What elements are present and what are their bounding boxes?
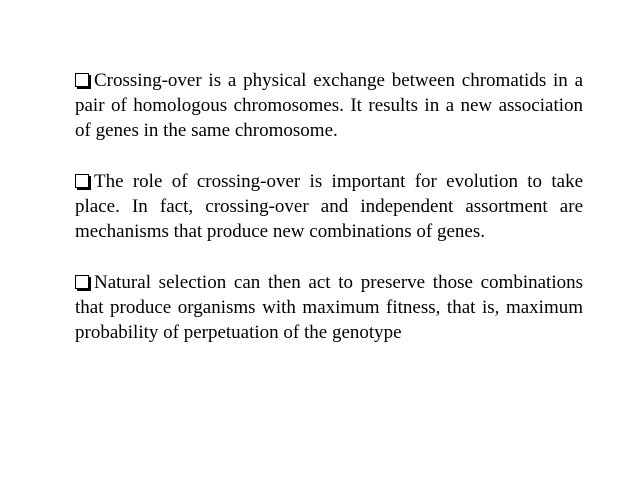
- bullet-text: Natural selection can then act to preserve those combinations that produce organisms with maximum fitness, that is, maximum probability of perpetuation of the genotype: [75, 272, 583, 343]
- bullet-paragraph-crossing-over: [75, 68, 583, 143]
- hollow-square-bullet-icon: [75, 73, 89, 87]
- bullet-text: The role of crossing-over is important for evolution to take place. In fact, crossing-over and independent assortment are mechanisms that produce new combinations of genes.: [75, 171, 583, 242]
- slide-body: [75, 68, 583, 371]
- hollow-square-bullet-icon: [75, 174, 89, 188]
- bullet-text: Crossing-over is a physical exchange between chromatids in a pair of homologous chromosomes. It results in a new association of genes in the same chromosome.: [75, 70, 583, 141]
- bullet-paragraph-evolution-role: [75, 169, 583, 244]
- hollow-square-bullet-icon: [75, 275, 89, 289]
- bullet-paragraph-natural-selection: [75, 270, 583, 345]
